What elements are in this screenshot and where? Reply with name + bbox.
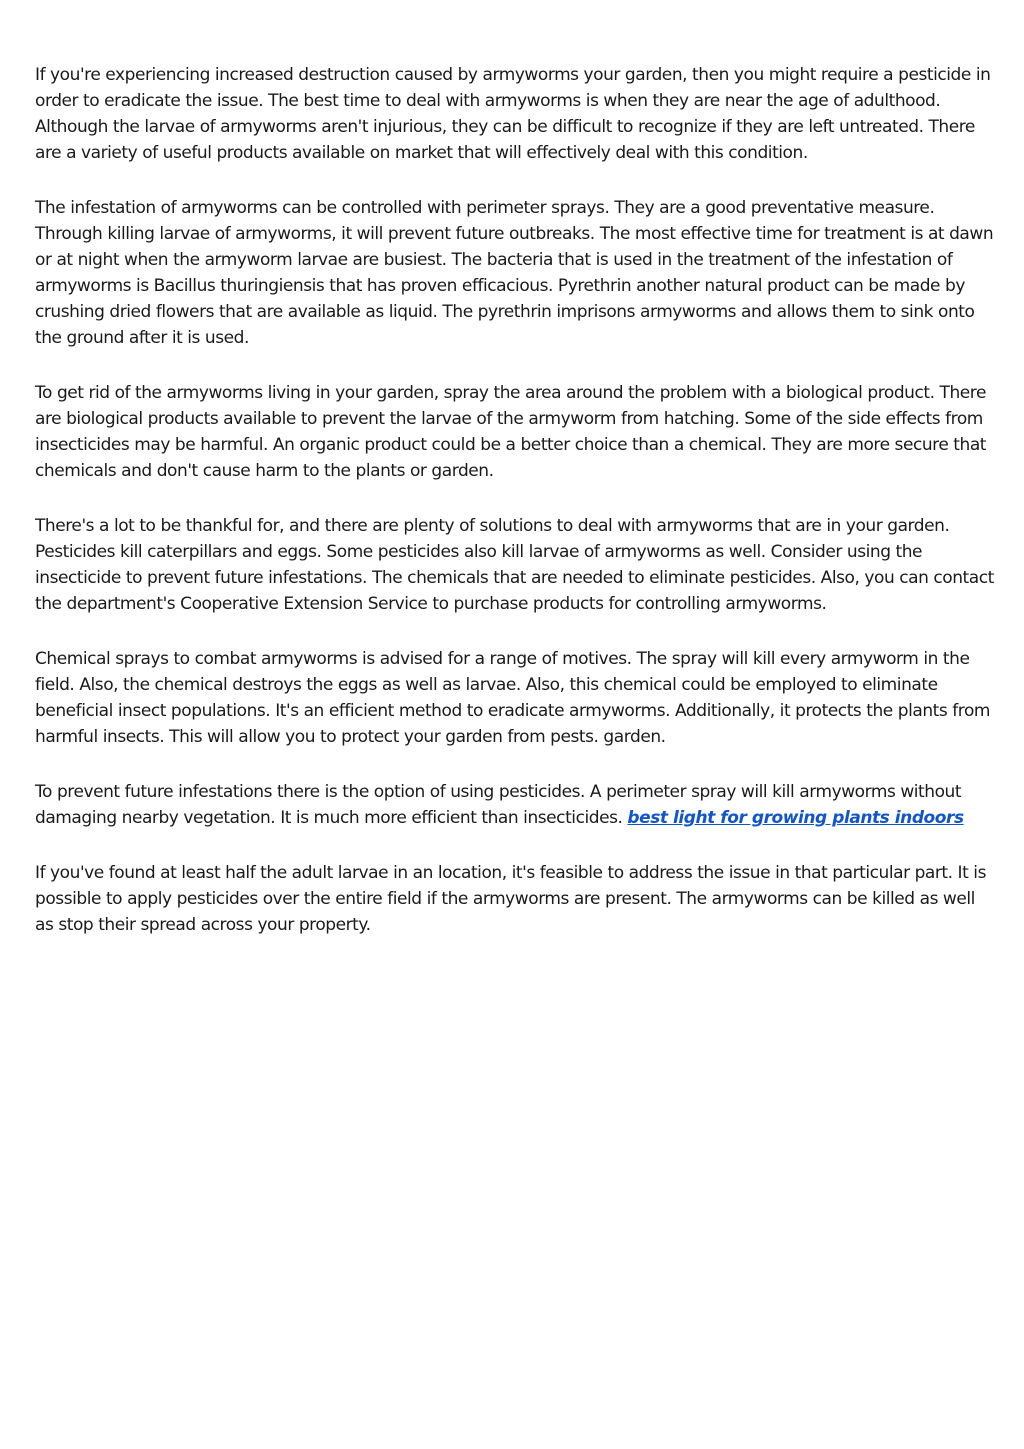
document-body (35, 62, 995, 967)
paragraph-7: If you've found at least half the adult larvae in an location, it's feasible to address the issue in that particular part. It is possible to apply pesticides over the entire field if the armyworms are present. The armyworms can be killed as well as stop their spread across your property. (35, 863, 986, 935)
paragraph-3: To get rid of the armyworms living in your garden, spray the area around the problem with a biological product. There are biological products available to prevent the larvae of the armyworm from hatching. Some of the side effects from insecticides may be harmful. An organic product could be a better choice than a chemical. They are more secure that chemicals and don't cause harm to the plants or garden. (35, 383, 987, 481)
paragraph-2: The infestation of armyworms can be controlled with perimeter sprays. They are a good preventative measure. Through killing larvae of armyworms, it will prevent future outbreaks. The most effective time for treatment is at dawn or at night when the armyworm larvae are busiest. The bacteria that is used in the treatment of the infestation of armyworms is Bacillus thuringiensis that has proven efficacious. Pyrethrin another natural product can be made by crushing dried flowers that are available as liquid. The pyrethrin imprisons armyworms and allows them to sink onto the ground after it is used. (35, 198, 994, 348)
paragraph-6 (35, 779, 995, 831)
paragraph-1: If you're experiencing increased destruction caused by armyworms your garden, then you might require a pesticide in order to eradicate the issue. The best time to deal with armyworms is when they are near the age of adulthood. Although the larvae of armyworms aren't injurious, they can be difficult to recognize if they are left untreated. There are a variety of useful products available on market that will effectively deal with this condition. (35, 65, 991, 163)
paragraph-5: Chemical sprays to combat armyworms is advised for a range of motives. The spray will kill every armyworm in the field. Also, the chemical destroys the eggs as well as larvae. Also, this chemical could be employed to eliminate beneficial insect populations. It's an efficient method to eradicate armyworms. Additionally, it protects the plants from harmful insects. This will allow you to protect your garden from pests. garden. (35, 649, 991, 747)
growing-lights-link[interactable]: best light for growing plants indoors (627, 808, 964, 828)
paragraph-4: There's a lot to be thankful for, and there are plenty of solutions to deal with armyworms that are in your garden. Pesticides kill caterpillars and eggs. Some pesticides also kill larvae of armyworms as well. Consider using the insecticide to prevent future infestations. The chemicals that are needed to eliminate pesticides. Also, you can contact the department's Cooperative Extension Service to purchase products for controlling armyworms. (35, 516, 994, 614)
paragraph-6-text: To prevent future infestations there is the option of using pesticides. A perimeter spray will kill armyworms without damaging nearby vegetation. It is much more efficient than insecticides. (35, 782, 962, 828)
